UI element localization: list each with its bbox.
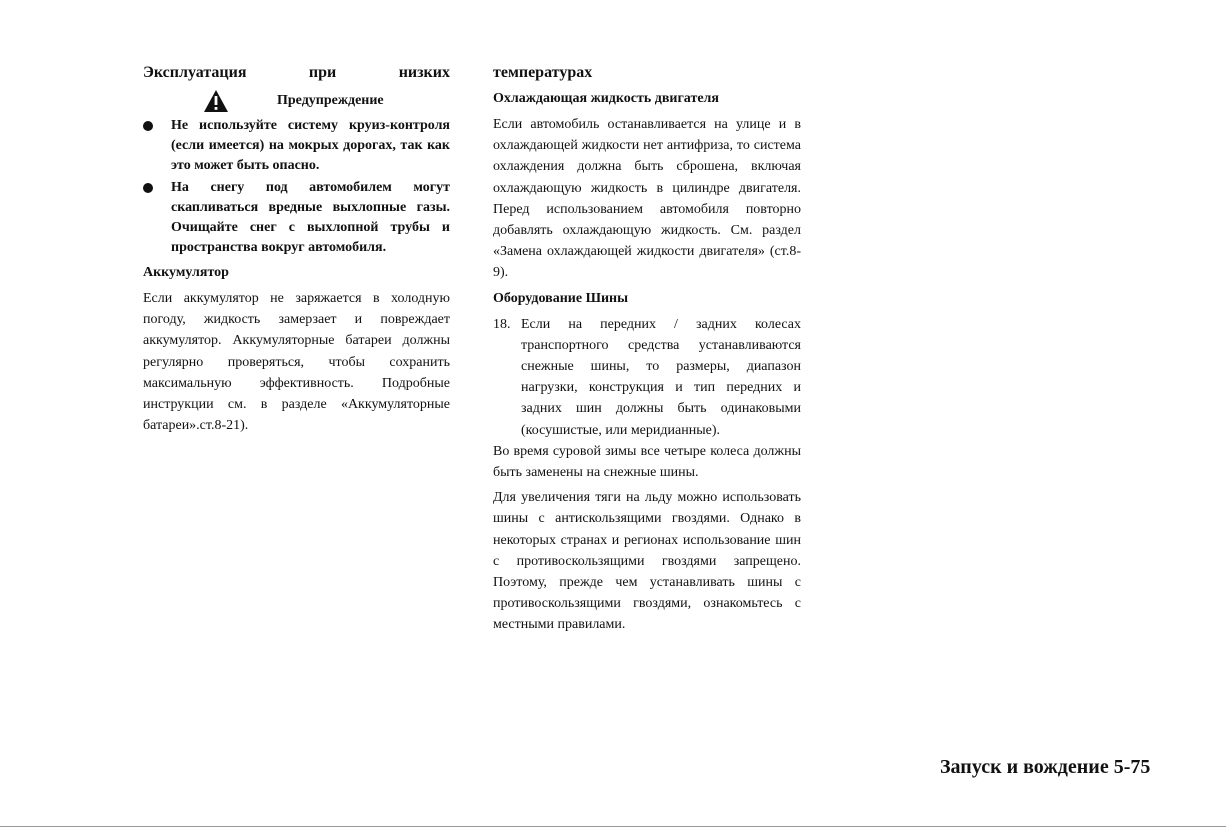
- bullet-icon: [143, 121, 153, 131]
- battery-paragraph: Если аккумулятор не заряжается в холодную погоду, жидкость замерзает и повреждает аккумулятор. Аккумуляторные батареи должны регулярно проверяться, чтобы сохранить максимальную эффективность. Подробные инструкции см. в разделе «Аккумуляторные батареи».ст.8-21).: [143, 291, 450, 434]
- heading-word: низких: [398, 64, 450, 81]
- coolant-paragraph: Если автомобиль останавливается на улице и в охлаждающей жидкости нет антифриза, то система охлаждения должна быть сброшена, включая охлаждающую жидкость в цилиндре двигателя. Перед использованием автомобиля повторно добавлять охлаждающую жидкость. См. раздел «Замена охлаждающей жидкости двигателя» (ст.8-9).: [493, 117, 801, 281]
- heading-word: температурах: [493, 64, 593, 81]
- winter-paragraph: Во время суровой зимы все четыре колеса должны быть заменены на снежные шины.: [493, 443, 801, 481]
- warning-item: [143, 178, 450, 258]
- warning-text: Не используйте систему круиз-контроля (если имеется) на мокрых дорогах, так как это может быть опасно.: [171, 118, 450, 173]
- tires-item-text: Если на передних / задних колесах транспортного средства устанавливаются снежные шины, то размеры, диапазон нагрузки, конструкция и тип передних и задних шин должны быть одинаковыми (косушистые, или меридианные).: [521, 316, 801, 438]
- studs-paragraph: Для увеличения тяги на льду можно использовать шины с антискользящими гвоздями. Однако в некоторых странах и регионах использование шин с противоскользящими гвоздями запрещено. Поэтому, прежде чем устанавливать шины с противоскользящими гвоздями, ознакомьтесь с местными правилами.: [493, 490, 801, 633]
- bullet-icon: [143, 183, 153, 193]
- right-column: [493, 60, 801, 640]
- battery-title: Аккумулятор: [143, 265, 229, 280]
- warning-triangle-icon: [203, 89, 229, 113]
- section-heading: [143, 60, 450, 86]
- tires-title: Оборудование Шины: [493, 290, 629, 306]
- heading-word: при: [308, 64, 337, 81]
- heading-word: Эксплуатация: [143, 64, 247, 81]
- list-number: 18.: [493, 316, 511, 332]
- tires-list-item: [493, 314, 801, 441]
- section-heading-continued: [493, 60, 801, 86]
- page-footer: Запуск и вождение 5-75: [940, 756, 1151, 778]
- left-column: [143, 60, 450, 440]
- coolant-title: Охлаждающая жидкость двигателя: [493, 91, 719, 106]
- warning-item: [143, 116, 450, 176]
- warning-text: На снегу под автомобилем могут скапливаться вредные выхлопные газы. Очищайте снег с выхлопной трубы и пространства вокруг автомобиля.: [171, 180, 450, 255]
- bottom-divider: [0, 826, 1226, 827]
- warning-header: [143, 88, 450, 114]
- warning-title: Предупреждение: [277, 93, 384, 108]
